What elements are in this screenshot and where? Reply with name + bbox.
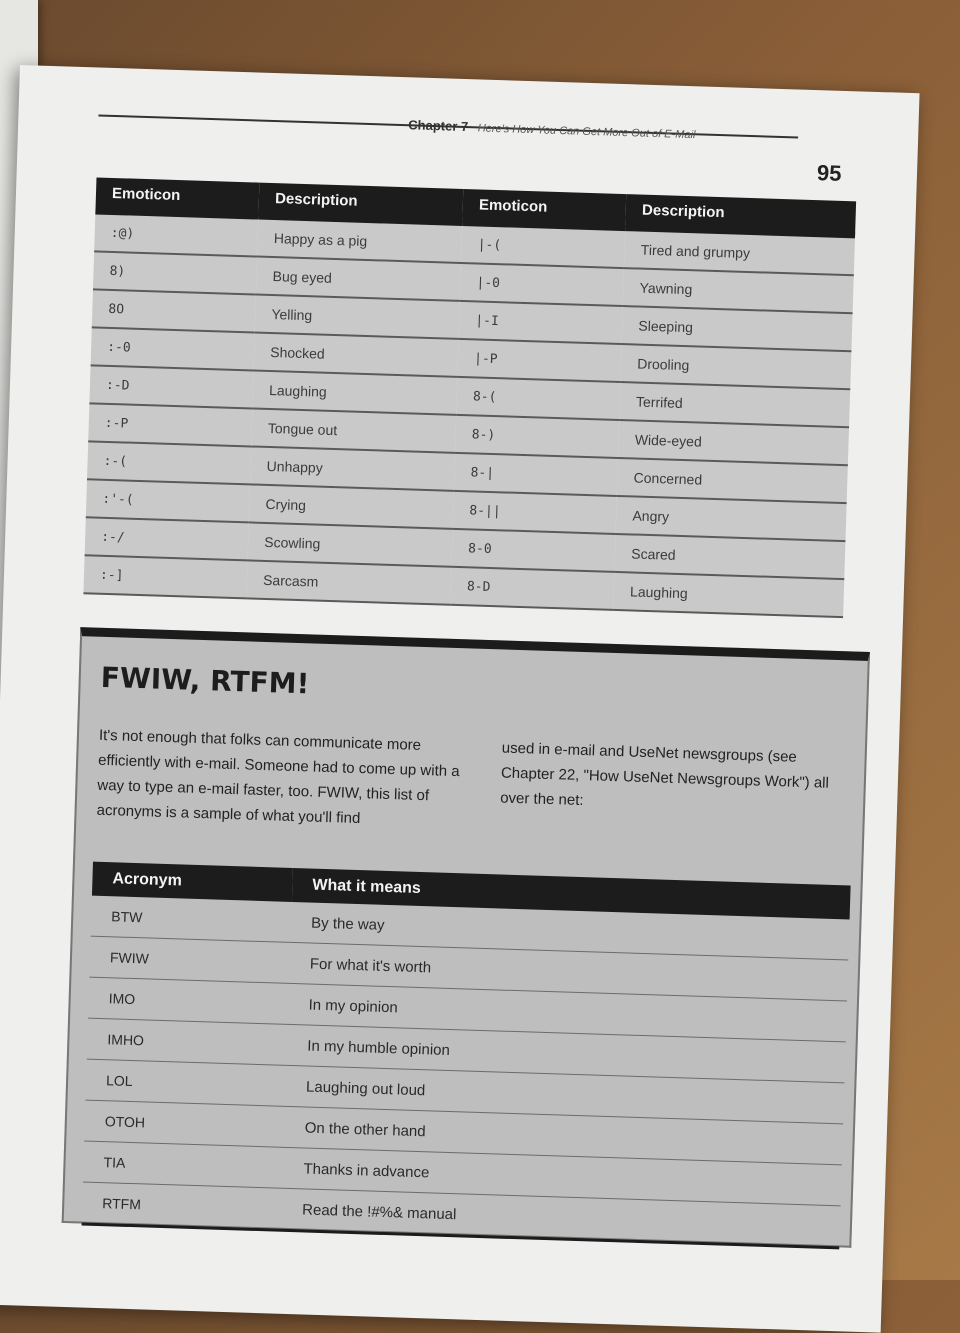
description-cell: Concerned (617, 458, 848, 503)
description-cell: Yawning (623, 268, 854, 313)
emoticon-cell: 8-( (456, 377, 620, 420)
acronym-cell: FWIW (89, 936, 290, 983)
description-cell: Shocked (254, 333, 459, 377)
acronym-cell: IMO (88, 977, 289, 1024)
description-cell: Drooling (621, 344, 852, 389)
description-cell: Laughing (253, 370, 458, 414)
meaning-cell: Read the !#%& manual (282, 1188, 841, 1248)
emoticon-cell: 8-0 (452, 529, 616, 572)
description-cell: Scared (615, 534, 846, 579)
acronym-cell: BTW (91, 896, 292, 943)
column-header: Description (626, 194, 857, 235)
emoticon-table (83, 177, 856, 618)
emoticon-cell: :@) (94, 211, 258, 256)
description-cell: Scowling (248, 522, 453, 566)
emoticon-cell: |-I (459, 301, 623, 344)
emoticon-cell: :-D (89, 365, 253, 408)
description-cell: Sleeping (622, 306, 853, 351)
emoticon-cell: 8-| (454, 453, 618, 496)
acronym-cell: IMHO (87, 1018, 288, 1065)
description-cell: Bug eyed (256, 257, 461, 301)
acronym-table (82, 862, 851, 1250)
emoticon-cell: |-P (458, 339, 622, 382)
sidebar-paragraph-right: used in e-mail and UseNet newsgroups (see Chapter 22, "How UseNet Newsgroups Work") all over the net: (499, 739, 830, 810)
description-cell: Yelling (255, 295, 460, 339)
description-cell: Happy as a pig (257, 217, 462, 263)
description-cell: Laughing (614, 572, 845, 617)
acronym-cell: OTOH (84, 1100, 285, 1147)
acronym-cell: LOL (86, 1059, 287, 1106)
meaning-cell: By the way (291, 902, 850, 960)
emoticon-cell: 8-|| (453, 491, 617, 534)
meaning-cell: Laughing out loud (285, 1065, 844, 1124)
emoticon-cell: 8-) (455, 415, 619, 458)
column-header: Emoticon (95, 177, 259, 216)
chapter-title: Here's How You Can Get More Out of E-Mail (477, 122, 696, 142)
emoticon-cell: :-] (83, 555, 247, 598)
description-cell: Wide-eyed (618, 420, 849, 465)
emoticon-cell: 8O (92, 289, 256, 332)
meaning-cell: In my humble opinion (287, 1024, 846, 1083)
column-header: Acronym (92, 862, 293, 902)
column-header: Description (259, 183, 464, 223)
emoticon-cell: :-0 (91, 327, 255, 370)
emoticon-cell: 8-D (450, 567, 614, 610)
running-head (408, 117, 696, 141)
emoticon-cell: |-0 (460, 263, 624, 306)
emoticon-cell: |-( (461, 223, 625, 268)
column-header: What it means (292, 868, 851, 920)
sidebar-title: FWIW, RTFM! (100, 660, 310, 701)
description-cell: Crying (249, 484, 454, 528)
description-cell: Sarcasm (247, 560, 452, 604)
chapter-label: Chapter 7 (408, 117, 469, 135)
book-page (0, 65, 920, 1333)
description-cell: Angry (616, 496, 847, 541)
emoticon-cell: 8) (93, 251, 257, 294)
sidebar-box (62, 627, 870, 1248)
emoticon-cell: :-P (88, 403, 252, 446)
emoticon-cell: :-( (87, 441, 251, 484)
description-cell: Tongue out (251, 408, 456, 452)
page-number: 95 (816, 160, 842, 186)
meaning-cell: In my opinion (288, 983, 847, 1042)
meaning-cell: Thanks in advance (283, 1147, 842, 1206)
description-cell: Terrifed (619, 382, 850, 427)
column-header: Emoticon (462, 189, 626, 228)
emoticon-cell: :-/ (85, 517, 249, 560)
description-cell: Tired and grumpy (624, 228, 855, 275)
sidebar-paragraph-left: It's not enough that folks can communicate more efficiently with e-mail. Someone had to come up with a way to type an e-mail faster, too. FWIW, this list of acronyms is a sample of what you'll find (96, 726, 460, 828)
description-cell: Unhappy (250, 446, 455, 490)
emoticon-cell: :'-( (86, 479, 250, 522)
acronym-cell: TIA (83, 1141, 284, 1188)
meaning-cell: On the other hand (284, 1106, 843, 1165)
acronym-cell: RTFM (82, 1182, 283, 1230)
meaning-cell: For what it's worth (289, 942, 848, 1001)
